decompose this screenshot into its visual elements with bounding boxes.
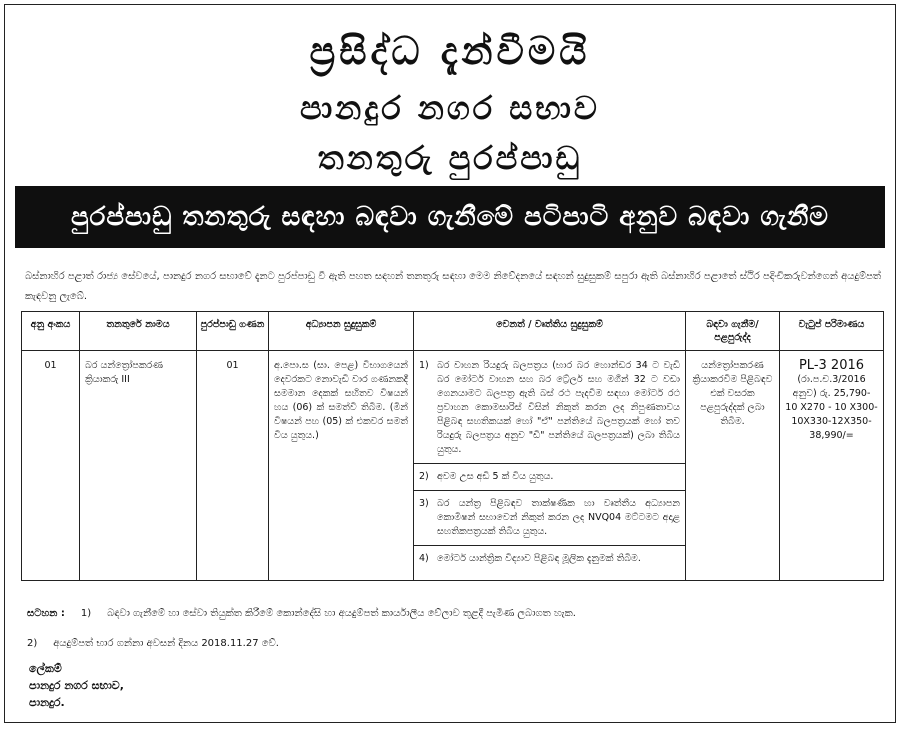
divider — [414, 490, 685, 491]
requirement-text: බර යන්ත්‍ර පිළිබඳව තාක්ෂණික හා වෘත්තීය අධ්‍යාපන කොමිෂන් සභාවෙන් නිකුත් කරන ලද NVQ04 මට්ටමට අදාළ සහතිකපත්‍රයක් තිබිය යුතුය. — [437, 498, 680, 537]
requirement-number: 4) — [419, 553, 429, 564]
note-text: අයදුම්පත් භාර ගන්නා අවසන් දිනය 2018.11.27 වේ. — [53, 638, 279, 649]
divider — [414, 463, 685, 464]
note-number: 1) — [80, 608, 92, 619]
notice-page — [4, 4, 896, 723]
requirement-text: අවම උස අඩි 5 ක් විය යුතුය. — [437, 471, 554, 482]
table-row — [22, 351, 884, 581]
signature-town: පානදුර. — [29, 696, 65, 709]
vacancy-table — [21, 311, 884, 581]
note-item — [27, 605, 881, 623]
row-requirements — [414, 351, 686, 581]
requirement-item — [419, 552, 680, 566]
signature-role: ලේකම් — [29, 662, 62, 675]
signature-org: පානදුර නගර සභාව, — [29, 679, 124, 692]
header-salary: වැටුප් පරිමාණය — [780, 312, 884, 351]
notes-section — [27, 605, 881, 653]
header-education: අධ්‍යාපන සුදුසුකම් — [269, 312, 414, 351]
recruitment-banner — [15, 186, 885, 248]
header-vacancies: පුරප්පාඩු ගණන — [197, 312, 269, 351]
intro-paragraph: බස්නාහිර පළාත් රාජ්‍ය සේවයේ, පානදුර නගර සභාවේ දැනට පුරප්පාඩු වී ඇති පහත සඳහන් තනතුරු සඳහා මෙම නිවේදනයේ සඳහන් සුදුසුකම් සපුරා ඇති බස්නාහිර පළාතේ ස්ථිර පදිංචිකරුවන්ගෙන් අයදුම්පත් කැඳවනු ලැබේ. — [25, 271, 881, 302]
note-text: බඳවා ගැනීමේ හා සේවා තියුක්ත කිරීමේ කොන්දේසි හා අයදුම්පත් කාර්යාලීය වේලාව තුළදී පැමිණ ලබාගත හැක. — [107, 608, 576, 619]
requirement-item — [419, 359, 680, 457]
table-header-row — [22, 312, 884, 351]
row-post: බර යන්ත්‍රෝපකරණ ක්‍රියාකරු III — [80, 351, 197, 581]
notice-subtitle: තනතුරු පුරප්පාඩු — [317, 139, 583, 177]
signature-block — [29, 660, 124, 711]
note-item — [27, 635, 881, 653]
notice-title: ප්‍රසිද්ධ දැන්වීමයි — [309, 29, 591, 73]
salary-grade: PL-3 2016 — [798, 358, 865, 373]
header-other-qualifications: වෙනත් / වෘත්තිය සුදුසුකම් — [414, 312, 686, 351]
notes-label: සටහන : — [27, 608, 65, 619]
note-number: 2) — [27, 638, 38, 649]
row-recruitment: යන්ත්‍රෝපකරණ ක්‍රියාකරවීම පිළිබඳව එක් වසරක පළපුරුද්දක් ලබා තිබීම. — [686, 351, 780, 581]
row-education: අ.පො.ස (සා. පෙළ) විභාගයෙන් දෙවරකට නොවැඩි වාර ගණනකදී සමමාන දෙකක් සහිතව විෂයන් හය (06) ක් සමත්වී තිබීම. (මින් විෂයන් පහ (05) ක් එකවර සමත් විය යුතුය.) — [269, 351, 414, 581]
requirement-number: 3) — [419, 498, 429, 509]
row-number: 01 — [22, 351, 80, 581]
requirement-item — [419, 497, 680, 539]
divider — [414, 545, 685, 546]
salary-scale: 10 X270 - 10 X300-10X330-12X350-38,990/= — [785, 402, 878, 441]
row-vacancies: 01 — [197, 351, 269, 581]
row-salary — [780, 351, 884, 581]
requirement-number: 1) — [419, 360, 429, 371]
header-recruitment: බඳවා ගැනීම/ පළපුරුද්ද — [686, 312, 780, 351]
requirement-text: බර වාහන රියදුරු බලපත්‍රය (භාර බර හොන්ඩර 34 ට වැඩි බර මෝටර් වාහන සහ බර ට්‍රේලර් සහ මගීන් 32 ට වඩා ගෙනයාමට බලපත්‍ර ඇති බස් රථ පැදවීම සඳහා මෝටර් රථ ප්‍රවාහන කොමසාරිස් විසින් නිකුත් කරන ලද නිපුණතාවය පිළිබඳ සහතිකයක් හෝ "ඒ" පන්තියේ බලපත්‍රයක් හෝ තව රියදුරු බලපත්‍රය අනුව "ඩී" පන්තියේ බලපත්‍රයක්) ලබා තිබිය යුතුය. — [437, 360, 680, 455]
requirement-text: මෝටර් යාන්ත්‍රික විද්‍යාව පිළිබඳ මූලික දැනුමක් තිබීම. — [437, 553, 641, 564]
requirement-number: 2) — [419, 471, 429, 482]
requirement-item — [419, 470, 680, 484]
council-name: පානදුර නගර සභාව — [300, 89, 600, 127]
salary-circular: (රා.ප.ච.3/2016 අනුව) රු. 25,790- — [792, 374, 871, 399]
banner-text: පුරප්පාඩු තනතුරු සඳහා බඳවා ගැනීමේ පටිපාටි අනුව බඳවා ගැනීම — [71, 201, 829, 232]
header-post: තනතුරේ නාමය — [80, 312, 197, 351]
header-number: අනු අංකය — [22, 312, 80, 351]
